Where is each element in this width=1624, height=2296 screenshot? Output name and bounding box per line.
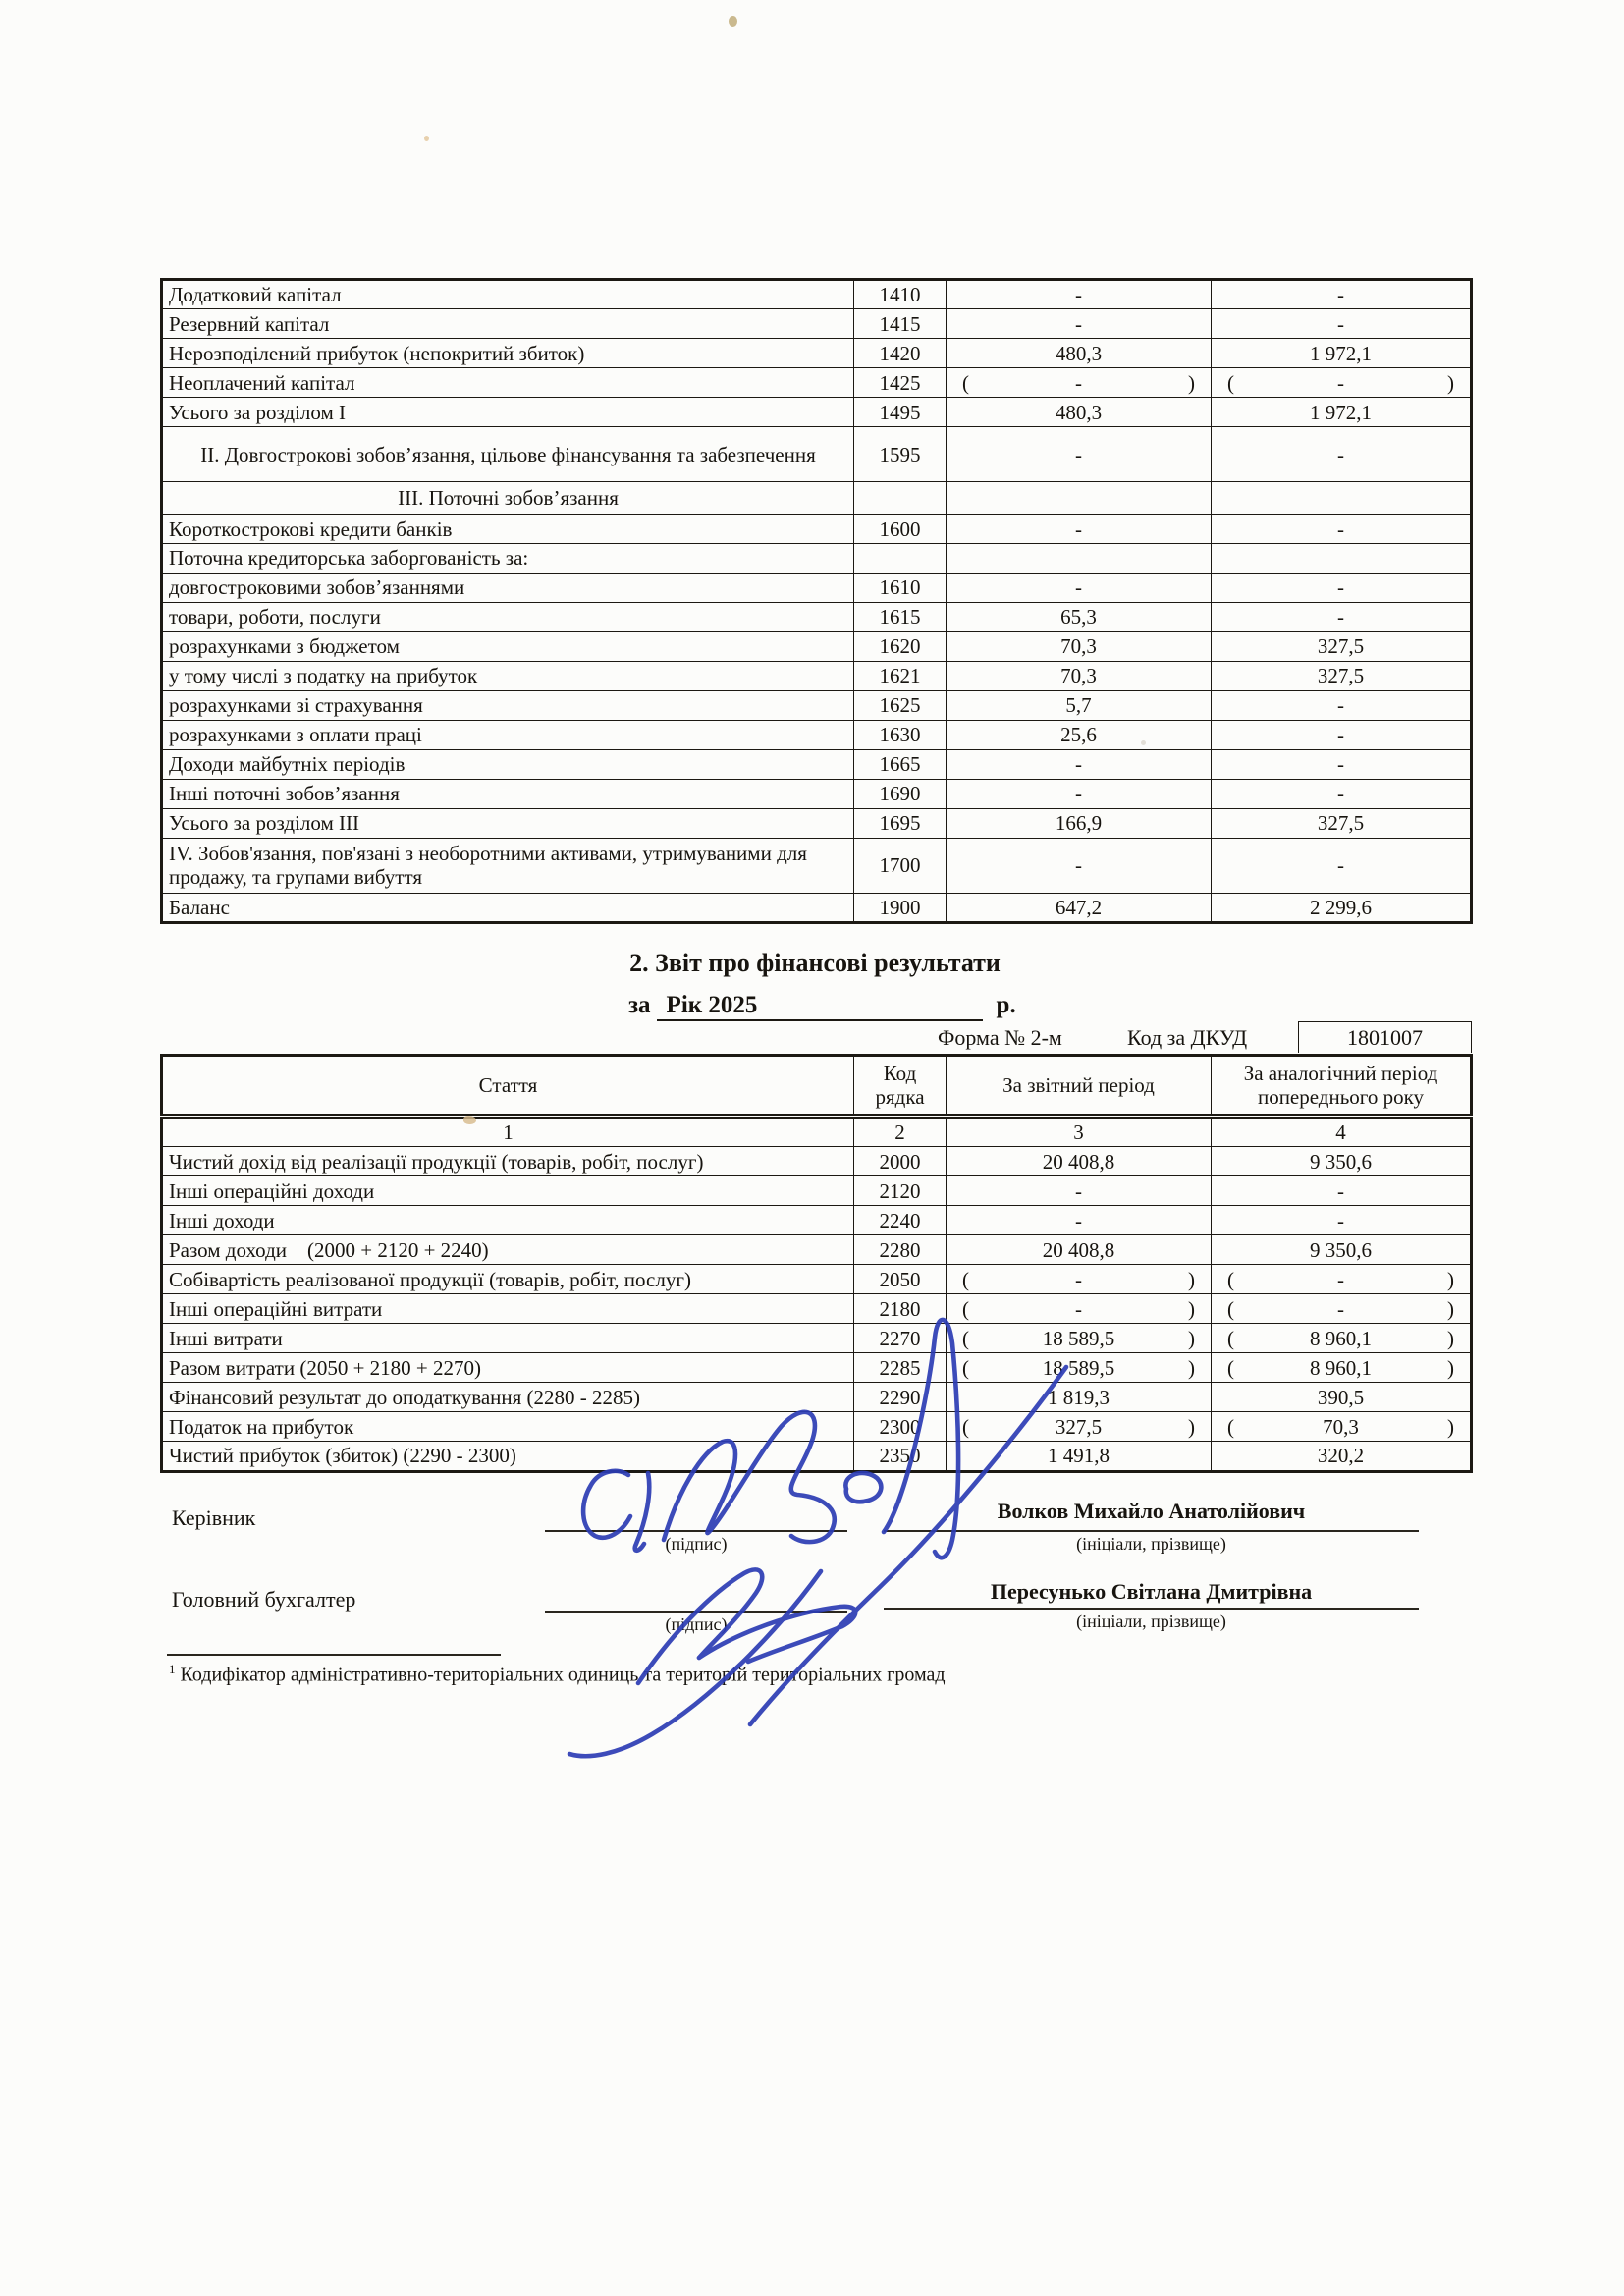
row-label-cell: Чистий прибуток (збиток) (2290 - 2300) xyxy=(162,1442,854,1471)
row-label-cell: Усього за розділом I xyxy=(162,398,854,427)
name-caption: (ініціали, прізвище) xyxy=(1076,1534,1226,1554)
row-code-cell: 1620 xyxy=(854,631,947,661)
row-code-cell: 1630 xyxy=(854,720,947,749)
footnote-marker: 1 xyxy=(169,1662,176,1676)
value-cell-current xyxy=(947,482,1212,515)
table-row xyxy=(162,779,1472,808)
row-code-cell: 1595 xyxy=(854,427,947,482)
scan-speck xyxy=(463,1116,476,1124)
section-row-III xyxy=(162,482,1472,515)
row-code-cell xyxy=(854,482,947,515)
value-cell-previous: - xyxy=(1212,427,1472,482)
value-cell-current: 1 819,3 xyxy=(947,1383,1212,1412)
table-row-net-profit xyxy=(162,1442,1472,1471)
table-header-row xyxy=(162,1056,1472,1117)
signature-line xyxy=(545,1530,847,1532)
row-label-cell: Чистий дохід від реалізації продукції (товарів, робіт, послуг) xyxy=(162,1147,854,1176)
row-label-cell: розрахунками з бюджетом xyxy=(162,631,854,661)
value-cell-current: 5,7 xyxy=(947,690,1212,720)
row-label-cell: товари, роботи, послуги xyxy=(162,602,854,631)
row-label-cell: Фінансовий результат до оподаткування (2280 - 2285) xyxy=(162,1383,854,1412)
header-code: Код рядка xyxy=(854,1056,947,1117)
row-label-cell: Інші операційні доходи xyxy=(162,1176,854,1206)
table-row xyxy=(162,1265,1472,1294)
value-cell-previous: - xyxy=(1212,602,1472,631)
row-code-cell: 1410 xyxy=(854,280,947,309)
value-cell-previous: - xyxy=(1212,1206,1472,1235)
row-label-cell: Баланс xyxy=(162,893,854,922)
row-code-cell: 1600 xyxy=(854,515,947,544)
value-cell-previous: ( 70,3 ) xyxy=(1212,1412,1472,1442)
row-code-cell: 2000 xyxy=(854,1147,947,1176)
row-code-cell: 2270 xyxy=(854,1324,947,1353)
value-cell-previous: - xyxy=(1212,515,1472,544)
value-cell-previous: - xyxy=(1212,280,1472,309)
row-code-cell: 1615 xyxy=(854,602,947,631)
row-label-cell: Нерозподілений прибуток (непокритий збиток) xyxy=(162,339,854,368)
row-code-cell: 1625 xyxy=(854,690,947,720)
value-cell-current: 647,2 xyxy=(947,893,1212,922)
value-cell-previous: - xyxy=(1212,749,1472,779)
value-cell-previous: 390,5 xyxy=(1212,1383,1472,1412)
value-cell-current: - xyxy=(947,427,1212,482)
colnum-2: 2 xyxy=(854,1117,947,1147)
table-row xyxy=(162,1383,1472,1412)
table-row xyxy=(162,515,1472,544)
row-code-cell: 1621 xyxy=(854,661,947,690)
row-label-cell: Разом доходи (2000 + 2120 + 2240) xyxy=(162,1235,854,1265)
value-cell-current: ( - ) xyxy=(947,368,1212,398)
signatory-name-accountant: Пересунько Світлана Дмитрівна xyxy=(990,1579,1313,1604)
table-row xyxy=(162,1147,1472,1176)
table-row xyxy=(162,631,1472,661)
row-code-cell: 2050 xyxy=(854,1265,947,1294)
value-cell-previous: 327,5 xyxy=(1212,631,1472,661)
value-cell-previous: ( 8 960,1 ) xyxy=(1212,1353,1472,1383)
value-cell-previous: 327,5 xyxy=(1212,661,1472,690)
row-code-cell: 2120 xyxy=(854,1176,947,1206)
row-label-cell: Неоплачений капітал xyxy=(162,368,854,398)
row-label-cell: розрахунками зі страхування xyxy=(162,690,854,720)
colnum-4: 4 xyxy=(1212,1117,1472,1147)
value-cell-current: ( - ) xyxy=(947,1294,1212,1324)
value-cell-previous: 9 350,6 xyxy=(1212,1235,1472,1265)
section-row-II xyxy=(162,427,1472,482)
signature-caption: (підпис) xyxy=(665,1614,728,1634)
value-cell-previous: ( - ) xyxy=(1212,1294,1472,1324)
period-value: Рік 2025 xyxy=(657,992,983,1021)
row-code-cell: 1690 xyxy=(854,779,947,808)
value-cell-previous: ( - ) xyxy=(1212,368,1472,398)
row-label-cell: Резервний капітал xyxy=(162,309,854,339)
row-code-cell xyxy=(854,544,947,573)
row-code-cell: 2240 xyxy=(854,1206,947,1235)
scan-speck xyxy=(1141,740,1146,745)
value-cell-previous: 1 972,1 xyxy=(1212,339,1472,368)
column-number-row xyxy=(162,1117,1472,1147)
period-prefix: за xyxy=(628,992,651,1018)
table-row xyxy=(162,1235,1472,1265)
value-cell-current: - xyxy=(947,309,1212,339)
value-cell-current: - xyxy=(947,779,1212,808)
table-row xyxy=(162,1206,1472,1235)
value-cell-current: - xyxy=(947,838,1212,893)
colnum-1: 1 xyxy=(162,1117,854,1147)
value-cell-previous: ( - ) xyxy=(1212,1265,1472,1294)
table-row xyxy=(162,749,1472,779)
row-label-cell: розрахунками з оплати праці xyxy=(162,720,854,749)
dkud-label: Код за ДКУД xyxy=(1127,1025,1248,1050)
footnote-rule xyxy=(167,1654,501,1656)
row-code-cell: 1610 xyxy=(854,573,947,602)
value-cell-current: 70,3 xyxy=(947,631,1212,661)
row-label-cell: Інші витрати xyxy=(162,1324,854,1353)
report-period-line xyxy=(628,992,1016,1021)
value-cell-previous: 1 972,1 xyxy=(1212,398,1472,427)
form-number: Форма № 2-м xyxy=(938,1025,1062,1050)
signature-role-accountant: Головний бухгалтер xyxy=(172,1587,356,1612)
section-row-IV xyxy=(162,838,1472,893)
row-code-cell: 1425 xyxy=(854,368,947,398)
value-cell-current: ( 18 589,5 ) xyxy=(947,1353,1212,1383)
row-label-cell: у тому числі з податку на прибуток xyxy=(162,661,854,690)
value-cell-current: 166,9 xyxy=(947,808,1212,838)
report-title: 2. Звіт про фінансові результати xyxy=(629,949,1001,977)
row-code-cell: 2350 xyxy=(854,1442,947,1471)
value-cell-current: - xyxy=(947,1206,1212,1235)
row-code-cell: 1420 xyxy=(854,339,947,368)
row-code-cell: 2285 xyxy=(854,1353,947,1383)
value-cell-current: 1 491,8 xyxy=(947,1442,1212,1471)
row-label-cell: Податок на прибуток xyxy=(162,1412,854,1442)
value-cell-current: ( 327,5 ) xyxy=(947,1412,1212,1442)
value-cell-previous: - xyxy=(1212,573,1472,602)
table-row-total-section1 xyxy=(162,398,1472,427)
value-cell-current: ( 18 589,5 ) xyxy=(947,1324,1212,1353)
value-cell-current: 25,6 xyxy=(947,720,1212,749)
colnum-3: 3 xyxy=(947,1117,1212,1147)
name-line xyxy=(884,1530,1419,1532)
value-cell-previous: - xyxy=(1212,838,1472,893)
signature-role-director: Керівник xyxy=(172,1505,256,1530)
value-cell-previous: 2 299,6 xyxy=(1212,893,1472,922)
value-cell-current: 65,3 xyxy=(947,602,1212,631)
row-code-cell: 1415 xyxy=(854,309,947,339)
row-label-cell: Собівартість реалізованої продукції (товарів, робіт, послуг) xyxy=(162,1265,854,1294)
value-cell-current: - xyxy=(947,280,1212,309)
table-row xyxy=(162,1294,1472,1324)
name-caption: (ініціали, прізвище) xyxy=(1076,1612,1226,1631)
value-cell-previous: ( 8 960,1 ) xyxy=(1212,1324,1472,1353)
value-cell-previous xyxy=(1212,482,1472,515)
table-row-total-section3 xyxy=(162,808,1472,838)
table-row xyxy=(162,1412,1472,1442)
table-row xyxy=(162,544,1472,573)
value-cell-previous: - xyxy=(1212,309,1472,339)
row-label-cell: Інші операційні витрати xyxy=(162,1294,854,1324)
table-row xyxy=(162,339,1472,368)
value-cell-current: 480,3 xyxy=(947,339,1212,368)
value-cell-current xyxy=(947,544,1212,573)
row-label-cell: Інші поточні зобов’язання xyxy=(162,779,854,808)
value-cell-current: - xyxy=(947,1176,1212,1206)
value-cell-current: ( - ) xyxy=(947,1265,1212,1294)
table-row xyxy=(162,280,1472,309)
table-row xyxy=(162,573,1472,602)
footnote-text: Кодифікатор адміністративно-територіальних одиниць та територій територіальних громад xyxy=(180,1664,946,1686)
row-code-cell: 2290 xyxy=(854,1383,947,1412)
value-cell-current: - xyxy=(947,515,1212,544)
value-cell-current: - xyxy=(947,573,1212,602)
row-code-cell: 1665 xyxy=(854,749,947,779)
header-current-period: За звітний період xyxy=(947,1056,1212,1117)
value-cell-previous xyxy=(1212,544,1472,573)
value-cell-previous: - xyxy=(1212,720,1472,749)
balance-table xyxy=(160,278,1473,924)
name-line xyxy=(884,1608,1419,1610)
row-code-cell: 2280 xyxy=(854,1235,947,1265)
table-row-total-expenses xyxy=(162,1353,1472,1383)
row-label-cell: Додатковий капітал xyxy=(162,280,854,309)
table-row xyxy=(162,309,1472,339)
row-label-cell: Усього за розділом III xyxy=(162,808,854,838)
table-row xyxy=(162,661,1472,690)
section-title-cell: II. Довгострокові зобов’язання, цільове фінансування та забезпечення xyxy=(162,427,854,482)
value-cell-current: 480,3 xyxy=(947,398,1212,427)
row-code-cell: 1495 xyxy=(854,398,947,427)
row-code-cell: 1695 xyxy=(854,808,947,838)
value-cell-previous: - xyxy=(1212,779,1472,808)
footnote xyxy=(169,1662,1347,1687)
row-code-cell: 2300 xyxy=(854,1412,947,1442)
section-title-cell: III. Поточні зобов’язання xyxy=(162,482,854,515)
row-label-cell: довгостроковими зобов’язаннями xyxy=(162,573,854,602)
table-row xyxy=(162,602,1472,631)
signature-caption: (підпис) xyxy=(665,1534,728,1554)
table-row xyxy=(162,690,1472,720)
row-label-cell: Разом витрати (2050 + 2180 + 2270) xyxy=(162,1353,854,1383)
value-cell-previous: 320,2 xyxy=(1212,1442,1472,1471)
table-row xyxy=(162,368,1472,398)
row-label-cell: Поточна кредиторська заборгованість за: xyxy=(162,544,854,573)
table-row-balance-total xyxy=(162,893,1472,922)
scan-speck xyxy=(424,136,429,141)
header-article: Стаття xyxy=(162,1056,854,1117)
value-cell-current: 20 408,8 xyxy=(947,1147,1212,1176)
scan-speck xyxy=(729,16,737,27)
row-code-cell: 2180 xyxy=(854,1294,947,1324)
table-row xyxy=(162,720,1472,749)
table-row xyxy=(162,1324,1472,1353)
value-cell-current: 20 408,8 xyxy=(947,1235,1212,1265)
dkud-code-box: 1801007 xyxy=(1298,1021,1472,1053)
header-previous-period: За аналогічний період попереднього року xyxy=(1212,1056,1472,1117)
table-row xyxy=(162,1176,1472,1206)
row-label-cell: Доходи майбутніх періодів xyxy=(162,749,854,779)
row-label-cell: IV. Зобов'язання, пов'язані з необоротними активами, утримуваними для продажу, та групами вибуття xyxy=(162,838,854,893)
signatory-name-director: Волков Михайло Анатолійович xyxy=(997,1499,1306,1523)
row-code-cell: 1900 xyxy=(854,893,947,922)
row-label-cell: Короткострокові кредити банків xyxy=(162,515,854,544)
value-cell-current: - xyxy=(947,749,1212,779)
signature-line xyxy=(545,1611,847,1613)
value-cell-previous: - xyxy=(1212,690,1472,720)
row-code-cell: 1700 xyxy=(854,838,947,893)
value-cell-previous: 327,5 xyxy=(1212,808,1472,838)
value-cell-current: 70,3 xyxy=(947,661,1212,690)
value-cell-previous: 9 350,6 xyxy=(1212,1147,1472,1176)
fin-results-table xyxy=(160,1054,1473,1473)
value-cell-previous: - xyxy=(1212,1176,1472,1206)
row-label-cell: Інші доходи xyxy=(162,1206,854,1235)
period-suffix: р. xyxy=(996,992,1016,1018)
